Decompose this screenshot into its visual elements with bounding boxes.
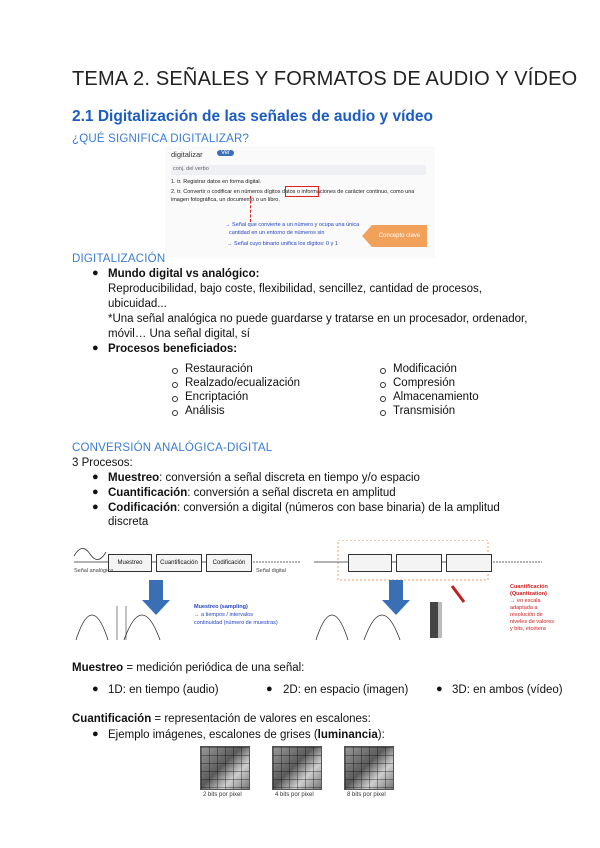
digital-line-2: ubicuidad... [108, 298, 167, 310]
muestreo-item-2: 2D: en espacio (imagen) [283, 684, 409, 696]
bullet-icon: ● [92, 267, 99, 279]
process-right-1: Modificación [393, 363, 457, 375]
circle-bullet-icon [172, 368, 178, 374]
quant-photo-2bit [200, 746, 250, 790]
digital-line-3: *Una señal analógica no puede guardarse y tratarse en un procesador, ordenador, [108, 313, 528, 325]
muestreo-def-text: = medición periódica de una señal: [123, 662, 305, 674]
caption-4bit: 4 bits por pixel [275, 792, 314, 798]
note-quant-7: y bits, etcétera [510, 626, 546, 632]
note-quant-6: niveles de valores [510, 619, 555, 625]
block-codificacion: Codificación [206, 554, 252, 572]
arrow-left-icon [362, 225, 372, 247]
in-label: Señal analógica [74, 568, 114, 574]
cuant-item-post: ): [377, 729, 385, 741]
process-left-3: Encriptación [185, 391, 249, 403]
bullet-icon: ● [92, 728, 99, 740]
caption-2bit: 2 bits por pixel [203, 792, 242, 798]
block-3 [446, 554, 492, 572]
section-heading: 2.1 Digitalización de las señales de audio y vídeo [72, 108, 433, 125]
concept-arrow-label: Concepto clave [372, 225, 427, 247]
note-sampling-2: → a tiempos / intervalos [194, 612, 253, 618]
dict-note1: → Señal que convierte a un número y ocupa una única [225, 222, 360, 228]
circle-bullet-icon [172, 396, 178, 402]
process-left-4: Análisis [185, 405, 225, 417]
ad-diagram-left [72, 540, 302, 645]
muestreo-def-bold: Muestreo [72, 662, 124, 674]
circle-bullet-icon [172, 382, 178, 388]
cuantificacion-desc: : conversión a señal discreta en amplitud [187, 487, 396, 499]
caption-8bit: 8 bits por pixel [347, 792, 386, 798]
dict-note2: cantidad en un entorno de números sin [229, 230, 325, 236]
process-left-1: Restauración [185, 363, 253, 375]
codificacion-desc-2: discreta [108, 516, 149, 528]
note-quant-3: → en escala [510, 598, 541, 604]
codificacion-label: Codificación [108, 502, 178, 514]
block-muestreo: Muestreo [108, 554, 152, 572]
digitalizacion-heading: DIGITALIZACIÓN [72, 253, 166, 265]
dict-sub: conj. del verbo [173, 166, 209, 172]
bullet-icon: ● [92, 501, 99, 513]
quant-photo-4bit [272, 746, 322, 790]
digital-vs-analog-title: Mundo digital vs analógico: [108, 268, 260, 280]
codificacion-desc: : conversión a digital (números con base binaria) de la amplitud [177, 502, 500, 514]
process-right-2: Compresión [393, 377, 455, 389]
cuant-item-pre: Ejemplo imágenes, escalones de grises ( [108, 729, 318, 741]
question-heading: ¿QUÉ SIGNIFICA DIGITALIZAR? [72, 133, 250, 145]
process-right-3: Almacenamiento [393, 391, 479, 403]
block-cuantificacion: Cuantificación [156, 554, 202, 572]
conversion-intro: 3 Procesos: [72, 457, 133, 469]
page-title: TEMA 2. SEÑALES Y FORMATOS DE AUDIO Y VÍDEO [72, 68, 578, 90]
note-quant-4: adaptada a [510, 605, 538, 611]
note-quant-5: resolución de [510, 612, 543, 618]
digital-line-1: Reproducibilidad, bajo coste, flexibilidad, sencillez, cantidad de procesos, [108, 283, 482, 295]
bullet-icon: ● [92, 471, 99, 483]
dict-def2a: 2. tr. Convertir o codificar en números dígitos datos o informaciones de carácter continuo, como una [171, 189, 415, 195]
note-quant-2: (Quantization) [510, 591, 547, 597]
muestreo-item-3: 3D: en ambos (vídeo) [452, 684, 563, 696]
quant-photo-8bit [344, 746, 394, 790]
bullet-icon: ● [92, 486, 99, 498]
process-right-4: Transmisión [393, 405, 456, 417]
note-quant-1: Cuantificación [510, 584, 548, 590]
conversion-heading: CONVERSIÓN ANALÓGICA-DIGITAL [72, 442, 273, 454]
dict-def1: 1. tr. Registrar datos en forma digital. [171, 179, 262, 185]
note-sampling-1: Muestreo (sampling) [194, 604, 248, 610]
bullet-icon: ● [92, 342, 99, 354]
ad-diagram-right [312, 540, 572, 645]
dict-tag: Ver [217, 150, 234, 156]
muestreo-item-1: 1D: en tiempo (audio) [108, 684, 219, 696]
process-left-2: Realzado/ecualización [185, 377, 301, 389]
out-label: Señal digital [256, 568, 286, 574]
circle-bullet-icon [380, 368, 386, 374]
bullet-icon: ● [266, 683, 273, 695]
muestreo-desc: : conversión a señal discreta en tiempo y/o espacio [159, 472, 420, 484]
cuant-item-bold: luminancia [317, 729, 378, 741]
processes-title: Procesos beneficiados: [108, 343, 238, 355]
cuant-def-text: = representación de valores en escalones: [151, 713, 371, 725]
dict-def2b: imagen fotográfica, un documento o un libro. [171, 197, 280, 203]
block-2 [396, 554, 442, 572]
cuantificacion-label: Cuantificación [108, 487, 188, 499]
digital-line-4: móvil… Una señal digital, sí [108, 328, 250, 340]
dict-note3: → Señal cuyo binario unifica los dígitos: 0 y 1 [227, 241, 338, 247]
dict-word: digitalizar [171, 150, 203, 159]
block-1 [348, 554, 392, 572]
muestreo-label: Muestreo [108, 472, 160, 484]
bullet-icon: ● [436, 683, 443, 695]
circle-bullet-icon [380, 382, 386, 388]
note-sampling-3: continuidad (número de muestras) [194, 620, 278, 626]
circle-bullet-icon [380, 410, 386, 416]
circle-bullet-icon [172, 410, 178, 416]
bullet-icon: ● [92, 683, 99, 695]
cuant-def-bold: Cuantificación [72, 713, 152, 725]
circle-bullet-icon [380, 396, 386, 402]
